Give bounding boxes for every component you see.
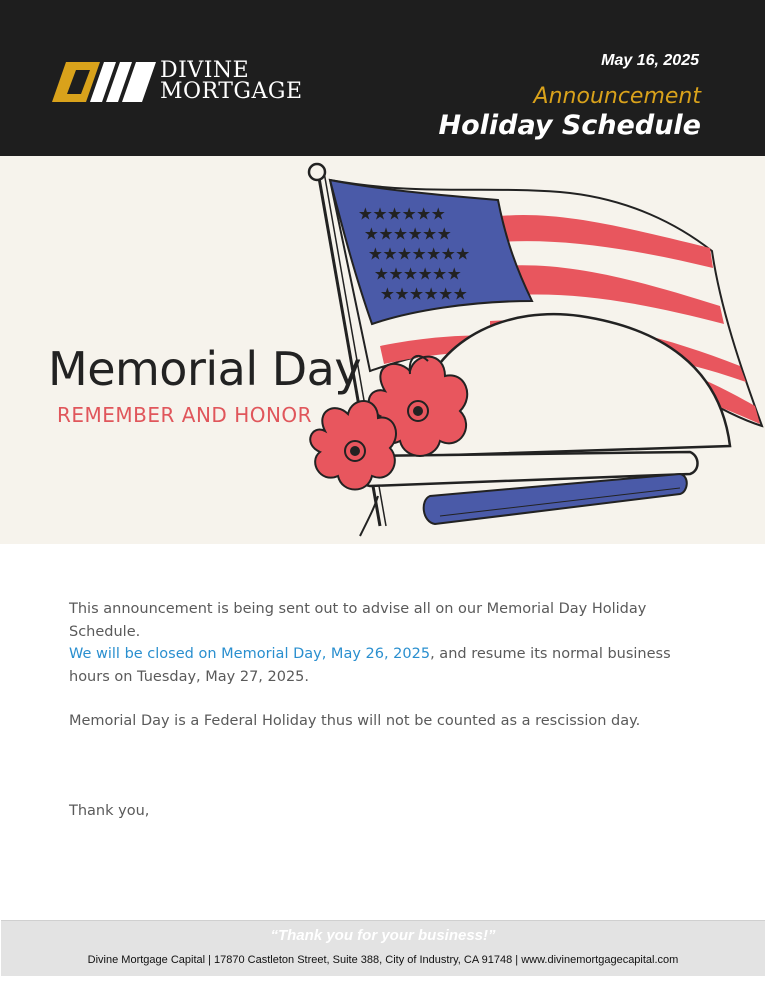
- svg-text:★ ★ ★ ★ ★ ★: ★ ★ ★ ★ ★ ★: [382, 287, 466, 301]
- header: [0, 0, 765, 156]
- svg-text:★ ★ ★ ★ ★ ★: ★ ★ ★ ★ ★ ★: [376, 267, 460, 281]
- announcement-label: Announcement: [533, 84, 701, 109]
- paragraph-federal-holiday: Memorial Day is a Federal Holiday thus will not be counted as a rescission day.: [69, 713, 641, 729]
- closure-rest: , and resume its normal business hours on Tuesday, May 27, 2025.: [69, 646, 671, 685]
- page-title: Holiday Schedule: [438, 110, 701, 141]
- svg-text:★ ★ ★ ★ ★ ★ ★: ★ ★ ★ ★ ★ ★ ★: [370, 247, 469, 261]
- company-logo: [52, 58, 303, 106]
- footer: [1, 920, 765, 976]
- logo-line-1: DIVINE: [160, 58, 250, 83]
- banner-subtitle: REMEMBER AND HONOR: [57, 403, 313, 427]
- sign-off: Thank you,: [69, 803, 150, 819]
- memorial-day-banner: [0, 156, 765, 544]
- closure-highlight: We will be closed on Memorial Day, May 26, 2025: [69, 646, 431, 662]
- flag-illustration: [300, 156, 765, 544]
- svg-text:★ ★ ★ ★ ★ ★: ★ ★ ★ ★ ★ ★: [366, 227, 450, 241]
- paragraph-intro: This announcement is being sent out to advise all on our Memorial Day Holiday Schedule.: [69, 601, 647, 640]
- logo-text: [160, 60, 303, 102]
- logo-stripes-icon: [52, 60, 156, 104]
- footer-quote: “Thank you for your business!”: [270, 927, 496, 944]
- paragraph-closure: [69, 643, 709, 689]
- logo-line-2: MORTGAGE: [160, 79, 303, 104]
- banner-title: Memorial Day: [48, 342, 362, 396]
- svg-text:★ ★ ★ ★ ★ ★: ★ ★ ★ ★ ★ ★: [360, 207, 444, 221]
- announcement-date: May 16, 2025: [601, 52, 699, 69]
- footer-address: Divine Mortgage Capital | 17870 Castleton Street, Suite 388, City of Industry, CA 91748 | www.divinemortgagecapital.com: [87, 954, 679, 966]
